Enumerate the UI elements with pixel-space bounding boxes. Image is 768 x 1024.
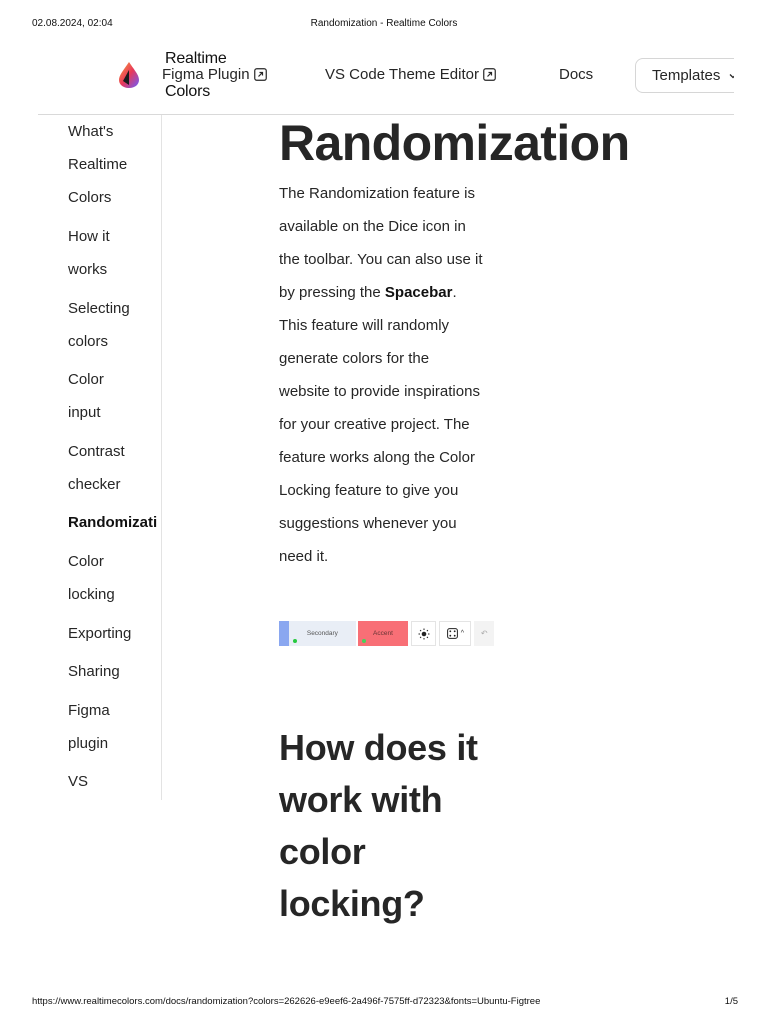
sidebar-item-figma-plugin[interactable]: Figma	[68, 702, 110, 719]
sidebar-item-figma-plugin[interactable]: plugin	[68, 735, 109, 752]
sidebar-item-whats-realtime-colors[interactable]: Colors	[68, 189, 112, 206]
sidebar-item-how-it-works[interactable]: How it	[68, 228, 110, 245]
paragraph-line: generate colors for the	[279, 350, 430, 367]
sidebar-item-whats-realtime-colors[interactable]: What's	[68, 123, 114, 140]
page-title: Randomization	[279, 115, 630, 171]
external-link-icon	[483, 68, 496, 81]
sidebar-item-how-it-works[interactable]: works	[68, 261, 108, 278]
paragraph-line	[279, 276, 504, 309]
print-date: 02.08.2024, 02:04	[32, 18, 113, 29]
chevron-up-icon: ^	[460, 630, 464, 637]
sidebar-item-contrast-checker[interactable]: Contrast	[68, 443, 125, 460]
print-title: Randomization - Realtime Colors	[310, 18, 458, 29]
logo-icon	[118, 62, 140, 88]
nav-vscode-label: VS Code Theme Editor	[325, 66, 479, 83]
sidebar-item-whats-realtime-colors[interactable]: Realtime	[68, 156, 128, 173]
secondary-swatch	[289, 621, 356, 646]
randomize-button	[439, 621, 471, 646]
paragraph-line: This feature will randomly	[279, 317, 450, 334]
nav-figma-plugin[interactable]	[162, 66, 267, 83]
accent-swatch	[358, 621, 408, 646]
sidebar-item-vs-code[interactable]: VS	[68, 773, 89, 790]
templates-button[interactable]	[635, 58, 734, 93]
unlocked-dot	[293, 639, 297, 643]
nav-vscode-theme-editor[interactable]	[325, 66, 496, 83]
paragraph-text: .	[452, 284, 457, 301]
sidebar-item-selecting-colors[interactable]: colors	[68, 333, 109, 350]
unlocked-dot	[362, 639, 366, 643]
sun-icon	[418, 628, 430, 640]
print-url: https://www.realtimecolors.com/docs/randomization?colors=262626-e9eef6-2a496f-7575ff-d72323&fonts=Ubuntu-Figtree	[32, 996, 541, 1007]
dice-icon	[447, 628, 458, 639]
brand-name-line1[interactable]: Realtime	[165, 50, 227, 67]
heading-line: color	[279, 831, 366, 872]
primary-swatch	[279, 621, 289, 646]
paragraph-text: by pressing the	[279, 284, 385, 301]
paragraph-line: The Randomization feature is	[279, 185, 475, 202]
heading-line: locking?	[279, 883, 425, 924]
paragraph-line: the toolbar. You can also use it	[279, 251, 483, 268]
paragraph-line: suggestions whenever you	[279, 515, 457, 532]
toolbar-preview-image	[279, 621, 494, 646]
sidebar-item-color-input[interactable]: input	[68, 404, 101, 421]
sidebar-item-sharing[interactable]: Sharing	[68, 663, 120, 680]
navbar	[38, 40, 734, 115]
sidebar-item-color-input[interactable]: Color	[68, 371, 104, 388]
paragraph-line: need it.	[279, 548, 329, 565]
intro-paragraph	[279, 177, 504, 573]
paragraph-line: for your creative project. The	[279, 416, 470, 433]
paragraph-line: Locking feature to give you	[279, 482, 459, 499]
sidebar-item-contrast-checker[interactable]: checker	[68, 476, 121, 493]
sidebar-item-color-locking[interactable]: locking	[68, 586, 115, 603]
undo-icon: ↶	[474, 621, 494, 646]
theme-toggle	[411, 621, 436, 646]
sidebar-item-exporting[interactable]: Exporting	[68, 625, 132, 642]
paragraph-line: available on the Dice icon in	[279, 218, 466, 235]
chevron-down-icon	[728, 71, 734, 81]
section-heading	[279, 722, 509, 930]
docs-sidebar	[38, 115, 162, 800]
paragraph-line: feature works along the Color	[279, 449, 475, 466]
secondary-label: Secondary	[306, 630, 338, 637]
realtime-colors-logo[interactable]	[118, 62, 140, 88]
sidebar-item-color-locking[interactable]: Color	[68, 553, 104, 570]
accent-label: Accent	[373, 630, 393, 637]
nav-docs[interactable]: Docs	[559, 66, 594, 83]
heading-line: How does it	[279, 727, 478, 768]
spacebar-keyword: Spacebar	[384, 284, 453, 301]
nav-figma-plugin-label: Figma Plugin	[162, 66, 250, 83]
paragraph-line: website to provide inspirations	[279, 383, 480, 400]
brand-name-line2[interactable]: Colors	[165, 83, 211, 100]
print-page-number: 1/5	[724, 996, 738, 1007]
external-link-icon	[254, 68, 267, 81]
templates-label: Templates	[652, 67, 721, 84]
sidebar-item-selecting-colors[interactable]: Selecting	[68, 300, 130, 317]
sidebar-item-randomization[interactable]: Randomizati	[68, 514, 158, 531]
heading-line: work with	[279, 779, 443, 820]
